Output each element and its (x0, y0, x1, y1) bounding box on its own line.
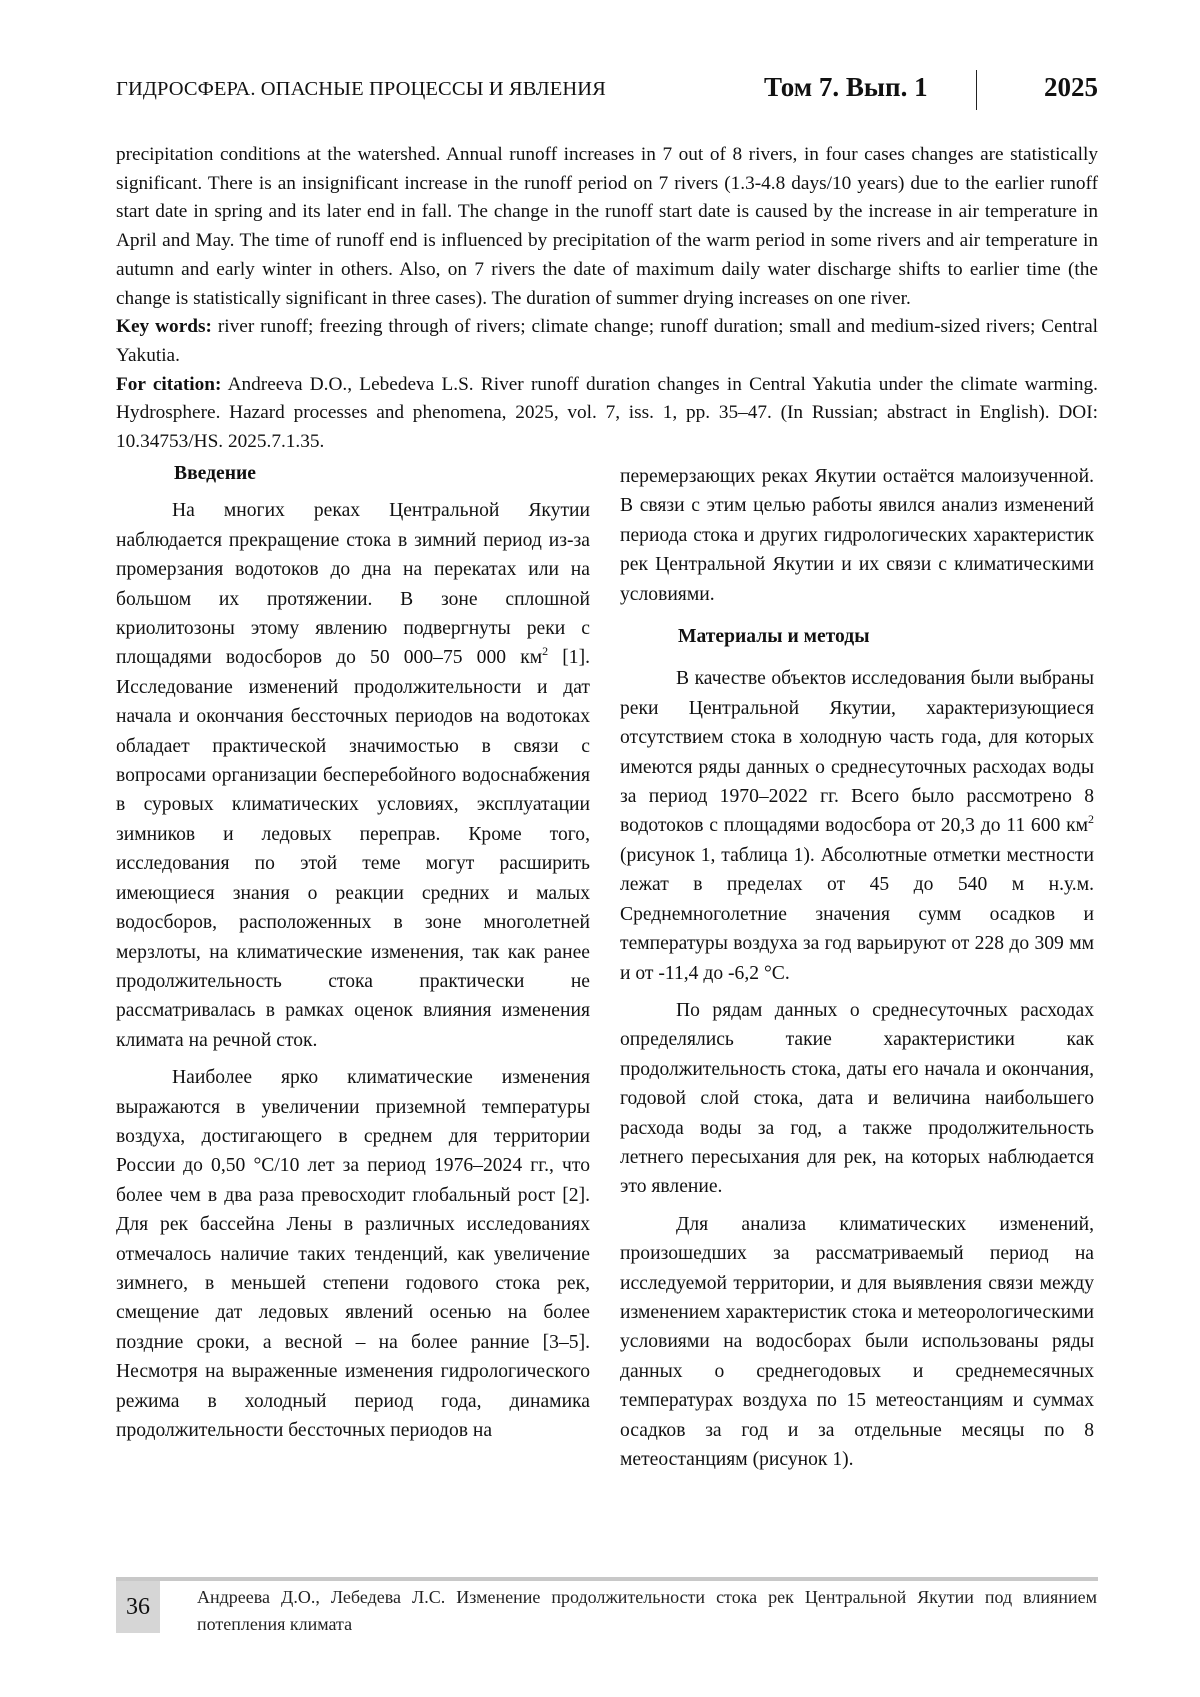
keywords-text: river runoff; freezing through of rivers; climate change; runoff duration; small and medium-sized rivers; Central Yakutia. (116, 316, 1098, 366)
right-column (620, 462, 1094, 1474)
keywords-label: Key words: (116, 316, 212, 338)
paragraph (620, 664, 1094, 987)
publication-year: 2025 (1044, 72, 1098, 102)
footer-rule (116, 1577, 1098, 1581)
citation-text: Andreeva D.O., Lebedeva L.S. River runoff duration changes in Central Yakutia under the climate warming. Hydrosphere. Hazard processes and phenomena, 2025, vol. 7, iss. 1, pp. 35–47. (In Russian; abstract in English). DOI: 10.34753/HS. 2025.7.1.35. (116, 373, 1098, 453)
paragraph: Для анализа климатических изменений, произошедших за рассматриваемый период на исследуемой территории, и для выявления связи между изменением характеристик стока и метеорологическими условиями на водосборах были использованы ряды данных о среднегодовых и среднемесячных температурах воздуха по 15 метеостанциям и суммах осадков за год и за отдельные месяцы по 8 метеостанциям (рисунок 1). (620, 1213, 1094, 1470)
footer-citation: Андреева Д.О., Лебедева Л.С. Изменение продолжительности стока рек Центральной Якутии под влиянием потепления климата (197, 1587, 1097, 1634)
paragraph-text: На многих реках Центральной Якутии наблюдается прекращение стока в зимний период из-за промерзания водотоков до дна на перекатах или на большом их протяжении. В зоне сплошной криолитозоны этому явлению подвергнуты реки с площадями водосборов до 50 000–75 000 км (116, 500, 590, 669)
journal-title: ГИДРОСФЕРА. ОПАСНЫЕ ПРОЦЕССЫ И ЯВЛЕНИЯ (116, 78, 606, 100)
paragraph-text: [1]. Исследование изменений продолжительности и дат начала и окончания бессточных периодов на водотоках обладает практической значимостью в связи с вопросами организации бесперебойного водоснабжения в суровых климатических условиях, эксплуатации зимников и ледовых переправ. Кроме того, исследования по этой теме могут расширить имеющиеся знания о реакции средних и малых водосборов, расположенных в зоне многолетней мерзлоты, на климатические изменения, так как ранее продолжительность стока практически не рассматривалась в рамках оценок влияния изменения климата на речной сток. (116, 647, 590, 1051)
paragraph-text: (рисунок 1, таблица 1). Абсолютные отметки местности лежат в пределах от 45 до 540 м н.у.м. Среднемноголетние значения сумм осадков и температуры воздуха за год варьируют от 228 до 309 мм и от -11,4 до -6,2 °С. (620, 844, 1094, 984)
paragraph: Наиболее ярко климатические изменения выражаются в увеличении приземной температуры воздуха, достигающего в среднем для территории России до 0,50 °С/10 лет за период 1976–2024 гг., что более чем в два раза превосходит глобальный рост [2]. Для рек бассейна Лены в различных исследованиях отмечалось наличие таких тенденций, как увеличение зимнего, в меньшей степени годового стока рек, смещение дат ледовых явлений осенью на более поздние сроки, а весной – на более ранние [3–5]. Несмотря на выраженные изменения гидрологического режима в холодный период года, динамика продолжительности бессточных периодов на (116, 1067, 590, 1441)
section-heading-introduction: Введение (174, 463, 256, 484)
paragraph (116, 496, 590, 1055)
volume-issue: Том 7. Вып. 1 (764, 72, 928, 102)
paragraph: По рядам данных о среднесуточных расходах определялись такие характеристики как продолжительность стока, даты его начала и окончания, годовой слой стока, дата и величина наибольшего расхода воды за год, а также продолжительность летнего пересыхания для рек, на которых наблюдается это явление. (620, 999, 1094, 1198)
keywords (116, 313, 1098, 370)
abstract-text: precipitation conditions at the watershed. Annual runoff increases in 7 out of 8 rivers, in four cases changes are statistically significant. There is an insignificant increase in the runoff period on 7 rivers (1.3-4.8 days/10 years) due to the earlier runoff start date in spring and its later end in fall. The change in the runoff start date is caused by the increase in air temperature in April and May. The time of runoff end is influenced by precipitation of the warm period in some rivers and air temperature in autumn and early winter in others. Also, on 7 rivers the date of maximum daily water discharge shifts to earlier time (the change is statistically significant in three cases). The duration of summer drying increases on one river. (116, 144, 1098, 309)
citation (116, 371, 1098, 457)
paragraph-text: В качестве объектов исследования были выбраны реки Центральной Якутии, характеризующиеся отсутствием стока в холодную часть года, для которых имеются ряды данных о среднесуточных расходах воды за период 1970–2022 гг. Всего было рассмотрено 8 водотоков с площадями водосбора от 20,3 до 11 600 км (620, 668, 1094, 837)
header-divider (976, 70, 977, 110)
superscript: 2 (542, 644, 549, 659)
superscript: 2 (1088, 812, 1094, 827)
abstract-block (116, 141, 1098, 457)
citation-label: For citation: (116, 373, 222, 395)
page-number: 36 (116, 1581, 160, 1633)
running-header (116, 70, 1098, 110)
section-heading-materials-methods: Материалы и методы (678, 626, 870, 648)
left-column (116, 463, 590, 1445)
paragraph: перемерзающих реках Якутии остаётся малоизученной. В связи с этим целью работы явился анализ изменений периода стока и других гидрологических характеристик рек Центральной Якутии и их связи с климатическими условиями. (620, 466, 1094, 605)
